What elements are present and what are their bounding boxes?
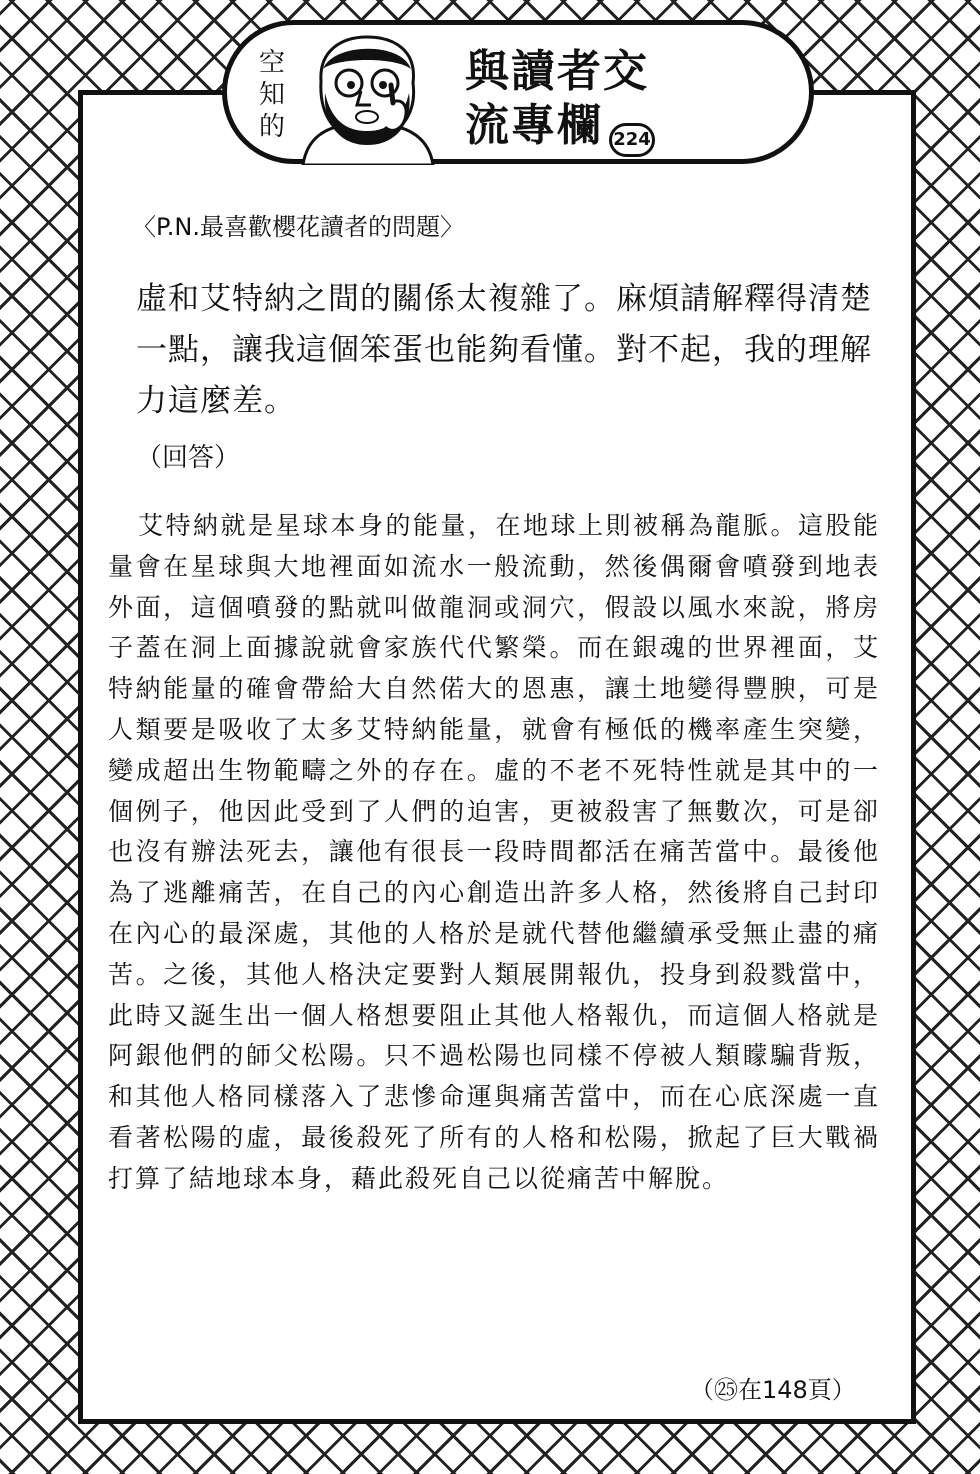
issue-number-badge: 224	[609, 123, 655, 157]
header-side-text: 空知的	[258, 48, 285, 142]
answer-label: （回答）	[136, 443, 241, 473]
author-avatar-icon	[297, 33, 437, 165]
column-title-line1: 與讀者交	[465, 46, 649, 97]
question-source: 〈P.N.最喜歡櫻花讀者的問題〉	[132, 213, 464, 241]
column-header	[222, 20, 814, 164]
author-answer: 艾特納就是星球本身的能量，在地球上則被稱為龍脈。這股能量會在星球與大地裡面如流水一般流動，然後偶爾會噴發到地表外面，這個噴發的點就叫做龍洞或洞穴，假設以風水來說，將房子蓋在洞上面據說就會家族代代繁榮。而在銀魂的世界裡面，艾特納能量的確會帶給大自然偌大的恩惠，讓土地變得豐腴，可是人類要是吸收了太多艾特納能量，就會有極低的機率產生突變，變成超出生物範疇之外的存在。虛的不老不死特性就是其中的一個例子，他因此受到了人們的迫害，更被殺害了無數次，可是卻也沒有辦法死去，讓他有很長一段時間都活在痛苦當中。最後他為了逃離痛苦，在自己的內心創造出許多人格，然後將自己封印在內心的最深處，其他的人格於是就代替他繼續承受無止盡的痛苦。之後，其他人格決定要對人類展開報仇，投身到殺戮當中，此時又誕生出一個人格想要阻止其他人格報仇，而這個人格就是阿銀他們的師父松陽。只不過松陽也同樣不停被人類矇騙背叛，和其他人格同樣落入了悲慘命運與痛苦當中，而在心底深處一直看著松陽的虛，最後殺死了所有的人格和松陽，掀起了巨大戰禍打算了結地球本身，藉此殺死自己以從痛苦中解脫。	[108, 511, 880, 1193]
column-title-line2: 流專欄	[465, 100, 603, 151]
page-footnote: （㉕在148頁）	[690, 1376, 856, 1404]
reader-question: 虛和艾特納之間的關係太複雜了。麻煩請解釋得清楚一點，讓我這個笨蛋也能夠看懂。對不起，我的理解力這麼差。	[136, 281, 872, 419]
